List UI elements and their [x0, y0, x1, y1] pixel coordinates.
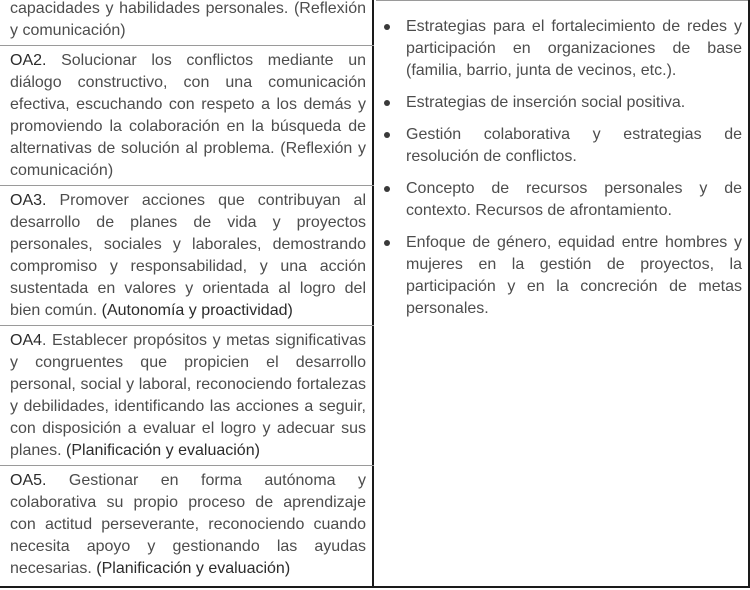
objective-oa2 — [10, 50, 366, 182]
list-item-text: Gestión colaborativa y estrategias de resolución de conflictos. — [406, 126, 742, 165]
objectives-column — [0, 0, 374, 586]
row-divider — [0, 185, 374, 186]
row-divider — [0, 325, 374, 326]
objective-text: . Establecer propósitos y metas significativas y congruentes que propicien el desarrollo personal, social y laboral, reconociendo fortalezas y debilidades, identificando las acciones a seguir, con disposición a evaluar el logro y adecuar sus planes. — [10, 332, 366, 459]
bullet-icon — [384, 100, 390, 106]
objective-oa4 — [10, 330, 366, 462]
objective-skill: (Planificación y evaluación) — [96, 560, 291, 577]
list-item-text: Estrategias de inserción social positiva. — [406, 94, 686, 111]
objective-skill: (Planificación y evaluación) — [66, 442, 260, 459]
objective-code: OA2. — [10, 52, 47, 69]
bullet-icon — [384, 24, 390, 30]
objective-oa5 — [10, 470, 366, 580]
list-item — [382, 16, 742, 82]
objective-fragment-text: capacidades y habilidades personales. (Reflexión y comunicación) — [10, 0, 366, 39]
row-divider — [0, 45, 374, 46]
bullet-icon — [384, 186, 390, 192]
list-item-text: Concepto de recursos personales y de contexto. Recursos de afrontamiento. — [406, 180, 742, 219]
objective-code: OA4 — [10, 332, 43, 349]
objective-text: Promover acciones que contribuyan al desarrollo de planes de vida y proyectos personales, sociales y laborales, demostrando compromiso y responsabilidad, y una acción sustentada en valores y orientada al logro del bien común. — [10, 192, 366, 319]
list-item — [382, 92, 742, 114]
objective-fragment — [10, 0, 366, 42]
objective-code: OA5. — [10, 472, 47, 489]
list-item — [382, 178, 742, 222]
list-item-text: Estrategias para el fortalecimiento de redes y participación en organizaciones de base (familia, barrio, junta de vecinos, etc.). — [406, 18, 742, 79]
table-border — [0, 586, 750, 588]
list-item-text: Enfoque de género, equidad entre hombres y mujeres en la gestión de proyectos, la participación y en la concreción de metas personales. — [406, 234, 742, 317]
objective-text: Solucionar los conflictos mediante un diálogo constructivo, con una comunicación efectiva, escuchando con respeto a los demás y promoviendo la colaboración en la búsqueda de alternativas de solución al problema. (Reflexión y comunicación) — [10, 52, 366, 179]
objective-oa3 — [10, 190, 366, 322]
bullet-icon — [384, 132, 390, 138]
objective-skill: (Autonomía y proactividad) — [101, 302, 293, 319]
row-divider — [0, 465, 374, 466]
contents-list — [382, 16, 742, 330]
bullet-icon — [384, 240, 390, 246]
list-item — [382, 232, 742, 320]
objective-text: Gestionar en forma autónoma y colaborativa su propio proceso de aprendizaje con actitud perseverante, reconociendo cuando necesita apoyo y gestionando las ayudas necesarias. — [10, 472, 366, 577]
list-item — [382, 124, 742, 168]
objective-code: OA3. — [10, 192, 47, 209]
